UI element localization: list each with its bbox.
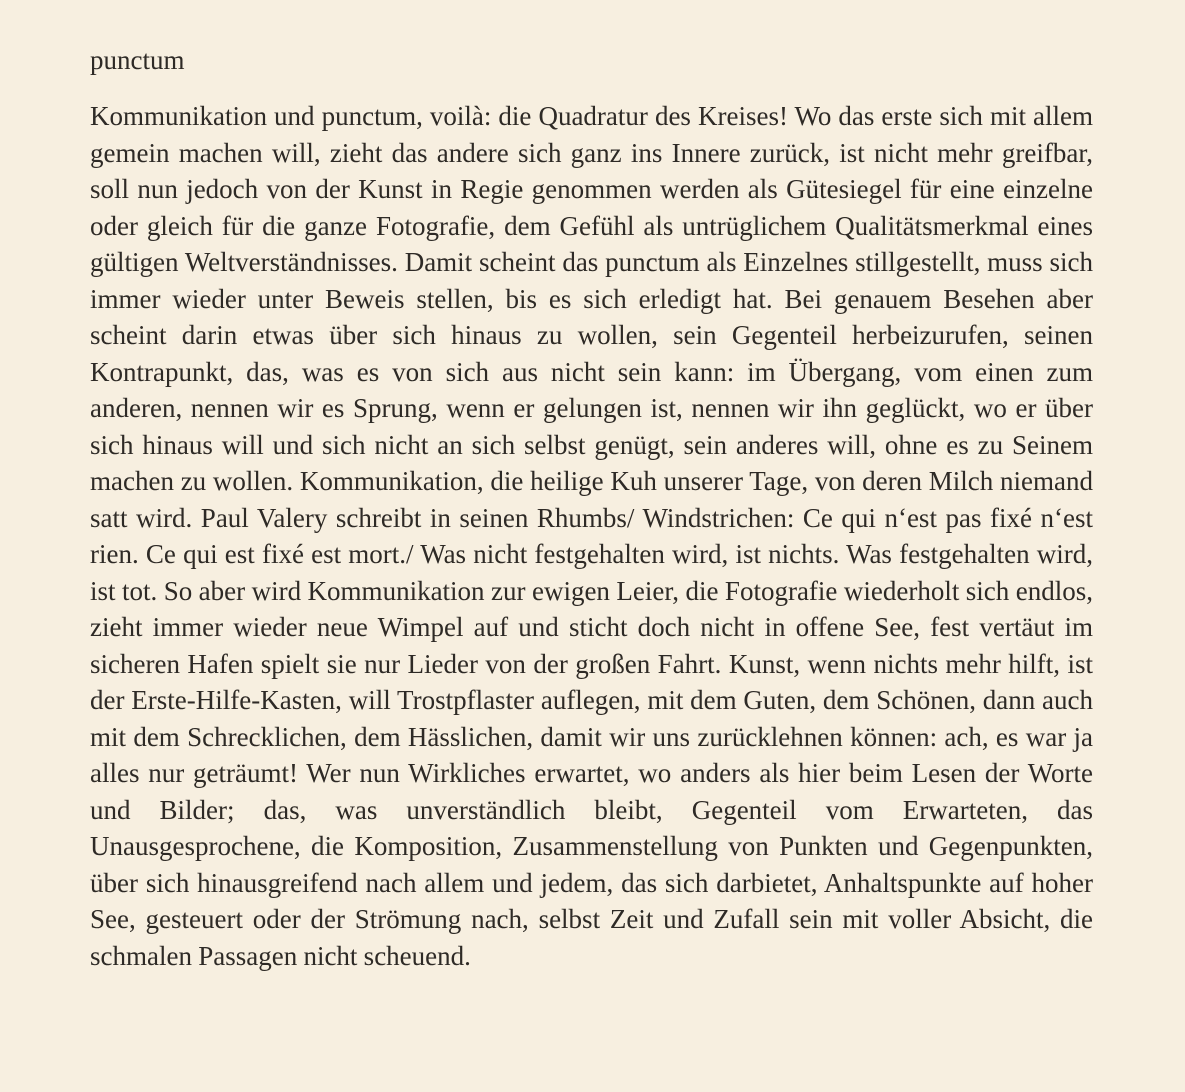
section-heading: punctum (90, 45, 185, 75)
body-paragraph: Kommunikation und punctum, voilà: die Quadratur des Kreises! Wo das erste sich mit allem gemein machen will, zieht das andere sich ganz ins Innere zurück, ist nicht mehr greifbar, soll nun jedoch von der Kunst in Regie genommen werden als Gütesiegel für eine einzelne oder gleich für die ganze Fotografie, dem Gefühl als untrüglichem Qualitätsmerkmal eines gültigen Weltverständnisses. Damit scheint das punctum als Einzelnes stillgestellt, muss sich immer wieder unter Beweis stellen, bis es sich erledigt hat. Bei genauem Besehen aber scheint darin etwas über sich hinaus zu wollen, sein Gegenteil herbeizurufen, seinen Kontrapunkt, das, was es von sich aus nicht sein kann: im Übergang, vom einen zum anderen, nennen wir es Sprung, wenn er gelungen ist, nennen wir ihn geglückt, wo er über sich hinaus will und sich nicht an sich selbst genügt, sein anderes will, ohne es zu Seinem machen zu wollen. Kommunikation, die heilige Kuh unserer Tage, von deren Milch niemand satt wird. Paul Valery schreibt in seinen Rhumbs/ Windstrichen: Ce qui n‘est pas fixé n‘est rien. Ce qui est fixé est mort./ Was nicht festgehalten wird, ist nichts. Was festgehalten wird, ist tot. So aber wird Kommunikation zur ewigen Leier, die Fotografie wiederholt sich endlos, zieht immer wieder neue Wimpel auf und sticht doch nicht in offene See, fest vertäut im sicheren Hafen spielt sie nur Lieder von der großen Fahrt. Kunst, wenn nichts mehr hilft, ist der Erste-Hilfe-Kasten, will Trostpflaster auflegen, mit dem Guten, dem Schönen, dann auch mit dem Schrecklichen, dem Hässlichen, damit wir uns zurücklehnen können: ach, es war ja alles nur geträumt! Wer nun Wirkliches erwartet, wo anders als hier beim Lesen der Worte und Bilder; das, was unverständlich bleibt, Gegenteil vom Erwarteten, das Unausgesprochene, die Komposition, Zusammenstellung von Punkten und Gegenpunkten, über sich hinausgreifend nach allem und jedem, das sich darbietet, Anhaltspunkte auf hoher See, gesteuert oder der Strömung nach, selbst Zeit und Zufall sein mit voller Absicht, die schmalen Passagen nicht scheuend. (90, 101, 1093, 971)
document-page (90, 38, 1093, 974)
